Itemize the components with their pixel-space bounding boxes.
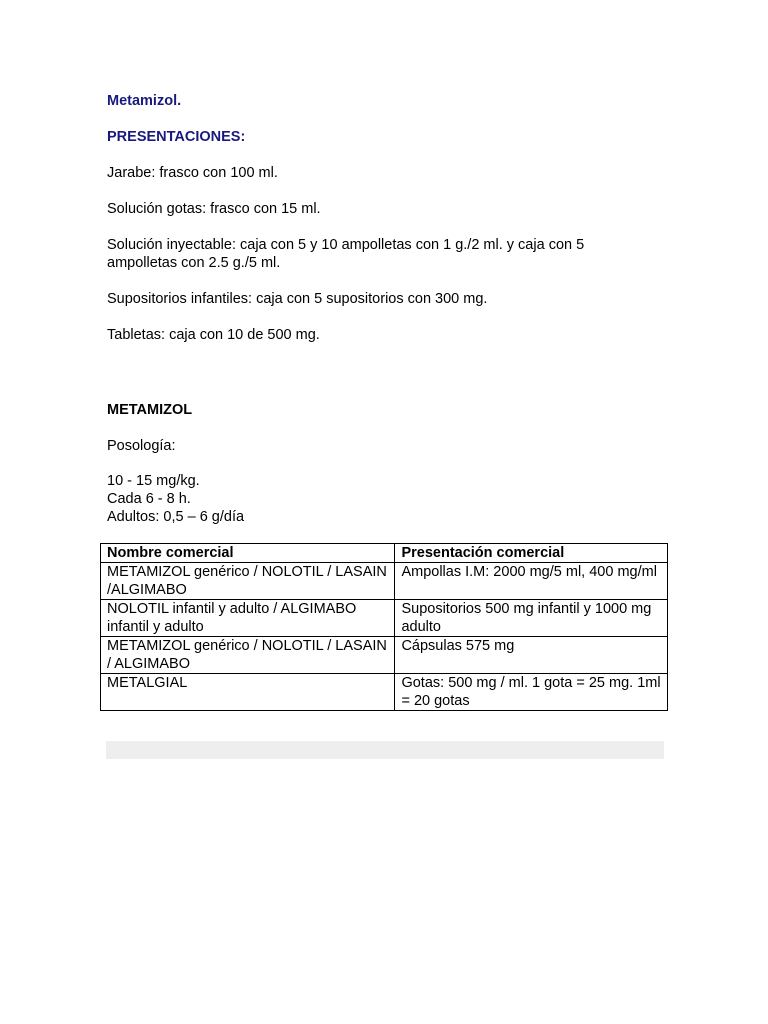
posologia-dose: 10 - 15 mg/kg.	[107, 473, 200, 489]
posologia-interval: Cada 6 - 8 h.	[107, 491, 191, 507]
presentacion-item: Supositorios infantiles: caja con 5 supositorios con 300 mg.	[107, 291, 488, 307]
metamizol-heading: METAMIZOL	[107, 402, 193, 418]
table-cell-nombre: METAMIZOL genérico / NOLOTIL / LASAIN /ALGIMABO	[101, 563, 395, 600]
column-header-presentacion: Presentación comercial	[395, 544, 668, 563]
presentacion-item: Solución inyectable: caja con 5 y 10 ampolletas con 1 g./2 ml. y caja con 5 ampolletas con 2.5 g./5 ml.	[107, 237, 585, 271]
table-cell-presentacion: Gotas: 500 mg / ml. 1 gota = 25 mg. 1ml = 20 gotas	[395, 674, 668, 711]
empty-shaded-bar	[106, 741, 664, 759]
table-row	[101, 563, 668, 600]
posologia-label: Posología:	[107, 438, 176, 454]
table-cell-presentacion: Supositorios 500 mg infantil y 1000 mg adulto	[395, 600, 668, 637]
presentaciones-heading: PRESENTACIONES:	[107, 129, 246, 145]
table-cell-nombre: METAMIZOL genérico / NOLOTIL / LASAIN / ALGIMABO	[101, 637, 395, 674]
table-cell-nombre: NOLOTIL infantil y adulto / ALGIMABO infantil y adulto	[101, 600, 395, 637]
table-row	[101, 637, 668, 674]
table-row	[101, 600, 668, 637]
table-row	[101, 674, 668, 711]
table-cell-presentacion: Ampollas I.M: 2000 mg/5 ml, 400 mg/ml	[395, 563, 668, 600]
commercial-names-table	[100, 543, 668, 711]
posologia-adults: Adultos: 0,5 – 6 g/día	[107, 509, 245, 525]
table-cell-presentacion: Cápsulas 575 mg	[395, 637, 668, 674]
presentacion-item: Jarabe: frasco con 100 ml.	[107, 165, 278, 181]
presentacion-item: Tabletas: caja con 10 de 500 mg.	[107, 327, 320, 343]
document-title: Metamizol.	[107, 93, 182, 109]
column-header-nombre: Nombre comercial	[101, 544, 395, 563]
table-header-row	[101, 544, 668, 563]
table-cell-nombre: METALGIAL	[101, 674, 395, 711]
presentacion-item: Solución gotas: frasco con 15 ml.	[107, 201, 321, 217]
